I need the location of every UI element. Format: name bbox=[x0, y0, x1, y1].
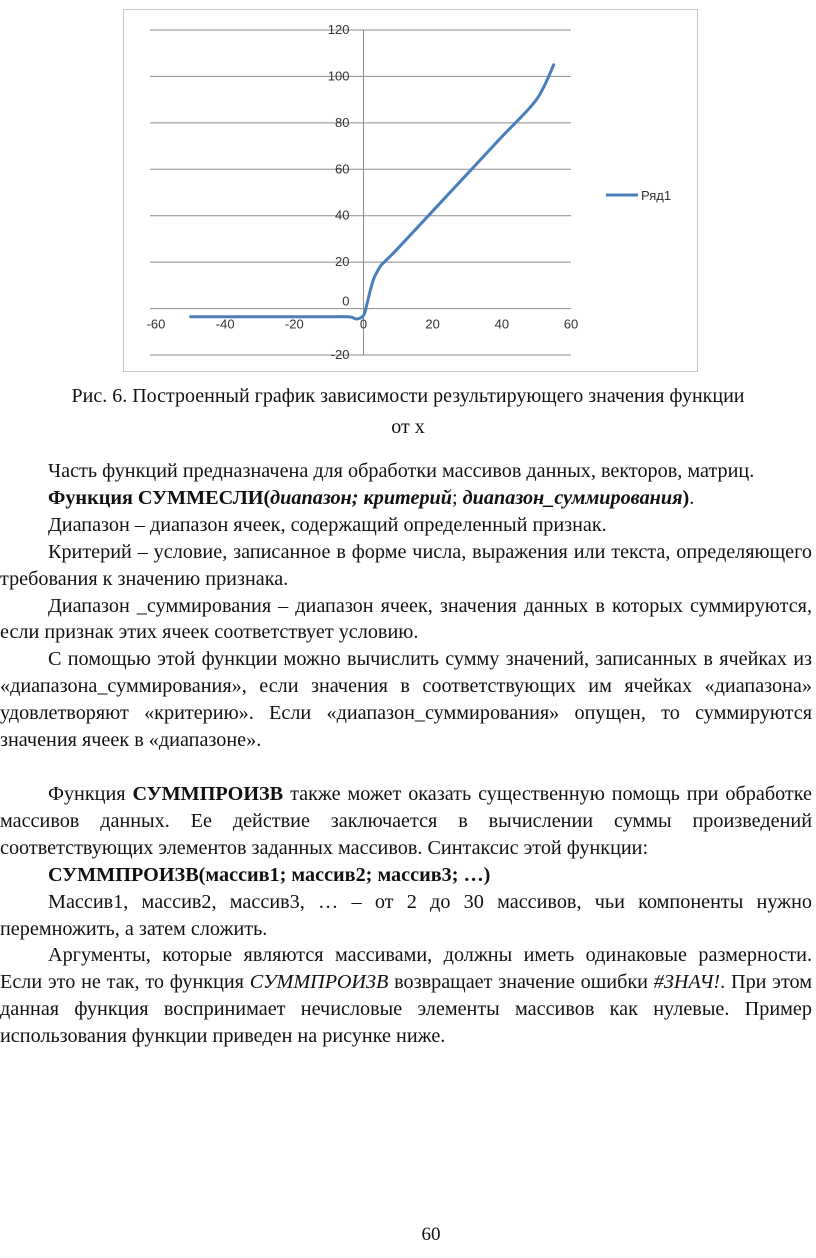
y-tick-label: 40 bbox=[335, 207, 350, 223]
sumproduct-name: СУММПРОИЗВ bbox=[132, 782, 284, 805]
sumif-end: . bbox=[689, 486, 695, 509]
x-tick-labels bbox=[147, 317, 579, 332]
x-tick-label: 60 bbox=[563, 316, 579, 332]
sumproduct-intro-c: также может оказать существенную помощь при обработке массивов данных. Ее действие заключается в вычислении суммы произведений соответствующих элементов заданных массивов. Синтаксис этой функции: bbox=[0, 782, 813, 859]
legend bbox=[606, 188, 671, 203]
y-tick-label: 60 bbox=[335, 161, 350, 177]
series-line bbox=[191, 65, 554, 319]
legend-label: Ряд1 bbox=[641, 188, 672, 203]
paragraph-intro: Часть функций предназначена для обработки массивов данных, векторов, матриц. bbox=[48, 460, 755, 482]
chart bbox=[123, 9, 698, 372]
paragraph-sum-range: Диапазон _суммирования – диапазон ячеек, значения данных в которых суммируются, если признак этих ячеек соответствует условию. bbox=[0, 594, 812, 644]
sumproduct-italic: СУММПРОИЗВ bbox=[249, 971, 389, 994]
chart-gridlines bbox=[150, 30, 571, 355]
y-tick-labels bbox=[328, 22, 350, 362]
sumif-separator: ; bbox=[452, 486, 458, 509]
x-tick-label: -20 bbox=[284, 316, 304, 332]
paragraph-arrays: Массив1, массив2, массив3, … – от 2 до 30 массивов, чьи компоненты нужно перемножить, а затем сложить. bbox=[0, 890, 812, 940]
x-tick-label: 0 bbox=[359, 316, 368, 332]
sumif-close: ) bbox=[682, 486, 690, 509]
page-number: 60 bbox=[421, 1224, 441, 1245]
x-tick-label: 40 bbox=[494, 316, 510, 332]
paragraph-criterion: Критерий – условие, записанное в форме числа, выражения или текста, определяющего требования к значению признака. bbox=[0, 540, 812, 590]
y-tick-label: -20 bbox=[330, 347, 350, 362]
sumproduct-intro-a: Функция bbox=[48, 782, 133, 805]
body-text bbox=[0, 458, 812, 1050]
value-error: #ЗНАЧ! bbox=[653, 971, 721, 994]
arguments-b: возвращает значение ошибки bbox=[388, 971, 654, 994]
paragraph-range: Диапазон – диапазон ячеек, содержащий определенный признак. bbox=[48, 513, 607, 536]
paragraph-sumproduct-intro bbox=[0, 781, 812, 862]
sumif-args-2: диапазон_суммирования bbox=[462, 486, 683, 509]
figure-caption-line2: от х bbox=[391, 416, 425, 438]
figure-caption-line1: Рис. 6. Построенный график зависимости результирующего значения функции bbox=[71, 385, 745, 407]
chart-svg bbox=[124, 10, 697, 371]
paragraph-arguments bbox=[0, 942, 812, 1050]
y-tick-label: 100 bbox=[327, 68, 350, 84]
y-tick-label: 80 bbox=[335, 114, 350, 130]
x-tick-label: -60 bbox=[146, 316, 166, 332]
arguments-c: . При этом данная функция воспринимает нечисловые элементы массивов как нулевые. Пример использования функции приведен на рисунке ниже. bbox=[0, 971, 812, 1048]
paragraph-sumif-syntax bbox=[0, 485, 812, 512]
sumif-args-1: диапазон; критерий bbox=[270, 486, 453, 509]
arguments-a: Аргументы, которые являются массивами, должны иметь одинаковые размерности. Если это не так, то функция bbox=[0, 944, 812, 994]
y-tick-label: 120 bbox=[327, 22, 350, 37]
y-tick-label: 0 bbox=[342, 293, 350, 309]
x-tick-label: -40 bbox=[215, 316, 235, 332]
paragraph-sumif-description: С помощью этой функции можно вычислить сумму значений, записанных в ячейках из «диапазона_суммирования», если значения в соответствующих им ячейках «диапазона» удовлетворяют «критерию». Если «диапазон_суммирования» опущен, то суммируются значения ячеек в «диапазоне». bbox=[0, 648, 812, 752]
sumif-name: Функция СУММЕСЛИ( bbox=[48, 486, 271, 509]
x-tick-label: 20 bbox=[425, 316, 440, 332]
y-tick-label: 20 bbox=[335, 254, 350, 270]
paragraph-sumproduct-syntax: СУММПРОИЗВ(массив1; массив2; массив3; …) bbox=[48, 863, 491, 886]
